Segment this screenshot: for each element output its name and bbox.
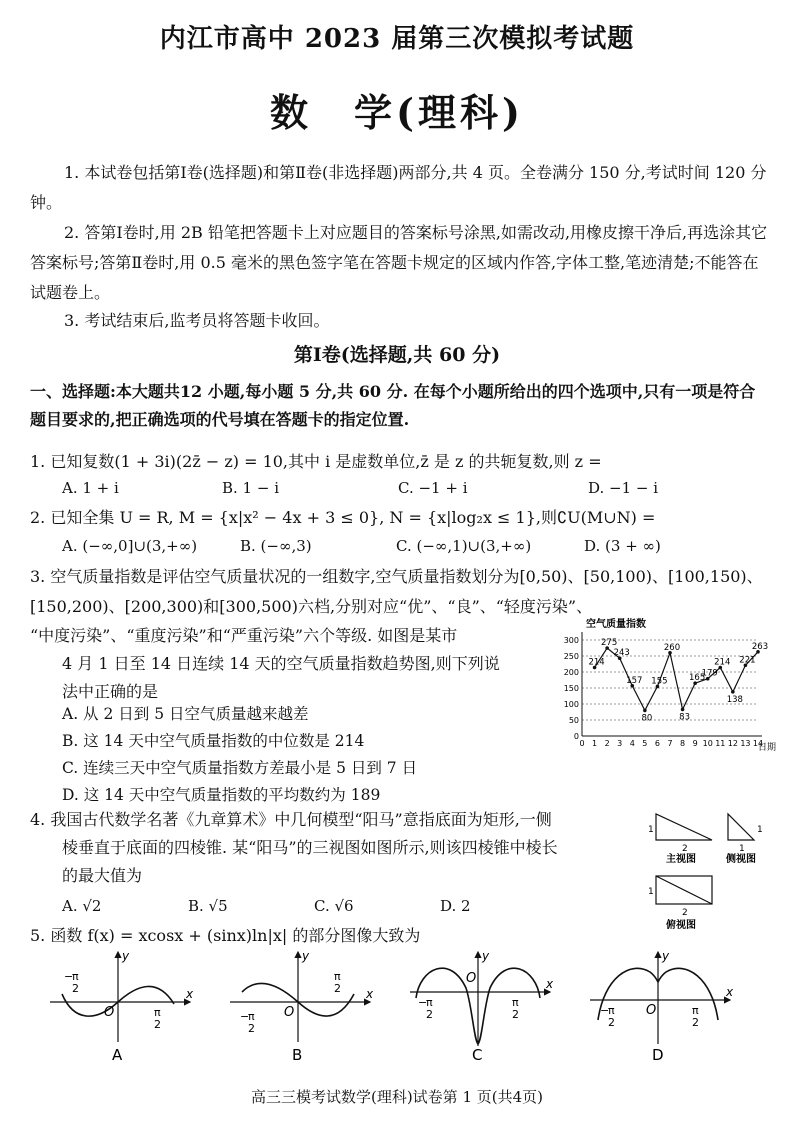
x-tick-label: 0 <box>579 739 585 748</box>
exam-title: 内江市高中 2023 届第三次模拟考试题 <box>159 24 635 54</box>
option-d: D. 2 <box>440 897 471 915</box>
pi-label: π <box>248 1010 255 1023</box>
x-tick-label: 4 <box>629 739 635 748</box>
y-axis-label: y <box>662 949 670 963</box>
x-tick-label: 12 <box>727 739 738 748</box>
data-label: 138 <box>726 694 743 705</box>
data-label: 275 <box>601 638 618 648</box>
y-tick-label: 200 <box>563 668 579 677</box>
option-c: C. (−∞,1)∪(3,+∞) <box>396 537 532 555</box>
option-b: B. 1 − i <box>222 479 280 497</box>
origin-label: O <box>466 971 477 986</box>
pi-label: π <box>72 970 79 983</box>
x-tick-label: 11 <box>715 739 726 748</box>
option-b: B. √5 <box>188 897 228 915</box>
y-axis-label: y <box>122 949 130 963</box>
section-title: 第Ⅰ卷(选择题,共 60 分) <box>293 344 501 366</box>
question-4-stem-line3: 的最大值为 <box>62 866 143 885</box>
graph-b-label: B <box>292 1046 303 1064</box>
front-view <box>656 814 712 840</box>
page-footer: 高三三模考试数学(理科)试卷第 1 页(共4页) <box>250 1088 544 1106</box>
y-tick-label: 100 <box>563 700 579 709</box>
pi-den: 2 <box>72 982 79 995</box>
x-tick-label: 2 <box>604 739 610 748</box>
graph-a-label: A <box>112 1046 123 1064</box>
front-height: 1 <box>648 825 654 835</box>
option-b: B. (−∞,3) <box>240 537 312 555</box>
y-tick-label: 250 <box>563 652 579 661</box>
question-3-stem-line3: “中度污染”、“重度污染”和“严重污染”六个等级. 如图是某市 <box>30 626 458 645</box>
neg-sign: − <box>418 996 428 1009</box>
neg-sign: − <box>240 1010 250 1023</box>
x-tick-label: 8 <box>680 739 686 748</box>
data-label: 260 <box>663 642 681 653</box>
pi-den: 2 <box>334 982 341 995</box>
y-axis-label: y <box>482 949 490 963</box>
data-label: 165 <box>689 673 706 684</box>
x-tick-label: 10 <box>702 739 713 748</box>
graph-d <box>590 949 734 1064</box>
option-c: C. −1 + i <box>398 479 468 497</box>
x-axis-label: x <box>546 977 554 991</box>
pi-den: 2 <box>154 1018 161 1031</box>
x-tick-label: 6 <box>654 739 660 748</box>
three-views-diagram <box>640 804 780 934</box>
x-tick-label: 13 <box>740 739 751 748</box>
option-a: A. √2 <box>62 897 102 915</box>
question-3-stem-line4: 4 月 1 日至 14 日连续 14 天的空气质量指数趋势图,则下列说 <box>62 654 500 673</box>
instruction-2: 2. 答第Ⅰ卷时,用 2B 铅笔把答题卡上对应题目的答案标号涂黑,如需改动,用橡皮擦干净后,再选涂其它答案标号;答第Ⅱ卷时,用 0.5 毫米的黑色签字笔在答题卡规定的区域内作答,字体工整,笔迹清楚;不能答在试题卷上。 <box>30 223 768 302</box>
section-intro: 一、选择题:本大题共12 小题,每小题 5 分,共 60 分. 在每个小题所给出的四个选项中,只有一项是符合题目要求的,把正确选项的代号填在答题卡的指定位置. <box>30 382 756 429</box>
question-4-stem-line1: 4. 我国古代数学名著《九章算术》中几何模型“阳马”意指底面为矩形,一侧 <box>30 810 552 829</box>
graph-c <box>410 949 554 1064</box>
data-label: 157 <box>626 675 643 686</box>
side-view-label: 侧视图 <box>726 854 756 865</box>
option-d: D. (3 + ∞) <box>584 537 661 555</box>
data-label: 221 <box>739 655 756 666</box>
pi-label: π <box>512 996 519 1009</box>
pi-den: 2 <box>692 1016 699 1029</box>
x-axis-label: 日期 <box>758 743 777 753</box>
pi-den: 2 <box>512 1008 519 1021</box>
graph-c-label: C <box>472 1046 483 1064</box>
x-tick-label: 3 <box>617 739 623 748</box>
pi-label: π <box>334 970 341 983</box>
pi-label: π <box>154 1006 161 1019</box>
x-tick-label: 9 <box>692 739 698 748</box>
origin-label: O <box>284 1005 295 1020</box>
x-tick-label: 14 <box>752 739 764 748</box>
side-height: 1 <box>757 825 763 835</box>
graph-b <box>230 949 374 1064</box>
data-point <box>731 690 735 694</box>
y-tick-label: 0 <box>573 732 579 741</box>
graph-d-label: D <box>652 1046 664 1064</box>
y-tick-label: 150 <box>563 684 579 693</box>
question-3-stem-line5: 法中正确的是 <box>62 682 159 701</box>
y-axis-label: y <box>302 949 310 963</box>
pi-den: 2 <box>608 1016 615 1029</box>
data-label: 83 <box>679 712 690 723</box>
data-label: 263 <box>751 641 769 652</box>
x-tick-label: 1 <box>592 739 598 748</box>
front-view-label: 主视图 <box>666 854 696 865</box>
instruction-3: 3. 考试结束后,监考员将答题卡收回。 <box>64 311 330 330</box>
pi-label: π <box>608 1004 615 1017</box>
origin-label: O <box>104 1005 115 1020</box>
data-label: 214 <box>588 657 605 668</box>
neg-sign: − <box>64 970 74 983</box>
pi-den: 2 <box>248 1022 255 1035</box>
top-width: 2 <box>682 908 688 918</box>
pi-label: π <box>426 996 433 1009</box>
question-4-stem-line2: 棱垂直于底面的四棱锥. 某“阳马”的三视图如图所示,则该四棱锥中棱长 <box>62 838 558 857</box>
exam-subject: 数 学(理科) <box>270 90 524 135</box>
pi-den: 2 <box>426 1008 433 1021</box>
option-d: D. −1 − i <box>588 479 659 497</box>
x-tick-label: 7 <box>667 739 673 748</box>
graph-a <box>50 949 194 1064</box>
data-label: 243 <box>613 648 630 659</box>
question-1-stem: 1. 已知复数(1 + 3i)(2z̄ − z) = 10,其中 i 是虚数单位,z̄ 是 z 的共轭复数,则 z = <box>30 452 602 471</box>
question-2-options <box>62 534 762 558</box>
question-3-option-d: D. 这 14 天中空气质量指数的平均数约为 189 <box>62 786 381 804</box>
option-a: A. (−∞,0]∪(3,+∞) <box>62 537 198 555</box>
option-c: C. √6 <box>314 897 354 915</box>
question-3-stem: 3. 空气质量指数是评估空气质量状况的一组数字,空气质量指数划分为[0,50)、[50,100)、[100,150)、[150,200)、[200,300)和[300,500)六档,分别对应“优”、“良”、“轻度污染”、 <box>30 567 763 616</box>
function-graphs <box>40 948 760 1066</box>
y-tick-label: 300 <box>563 636 579 645</box>
question-1-options <box>62 476 762 500</box>
data-label: 214 <box>714 657 731 668</box>
question-2-stem: 2. 已知全集 U = R, M = {x|x² − 4x + 3 ≤ 0}, N = {x|log₂x ≤ 1},则∁U(M∪N) = <box>30 508 656 527</box>
side-width: 1 <box>739 844 745 854</box>
question-3-option-a: A. 从 2 日到 5 日空气质量越来越差 <box>62 705 309 723</box>
chart-series <box>588 638 768 723</box>
option-a: A. 1 + i <box>62 479 119 497</box>
front-width: 2 <box>682 844 688 854</box>
origin-label: O <box>646 1003 657 1018</box>
chart-title: 空气质量指数 <box>586 619 646 630</box>
x-axis-label: x <box>366 987 374 1001</box>
question-3-option-b: B. 这 14 天中空气质量指数的中位数是 214 <box>62 732 365 750</box>
instruction-1: 1. 本试卷包括第Ⅰ卷(选择题)和第Ⅱ卷(非选择题)两部分,共 4 页。全卷满分 150 分,考试时间 120 分钟。 <box>30 163 767 212</box>
neg-sign: − <box>600 1004 610 1017</box>
side-view <box>728 814 754 840</box>
question-3-option-c: C. 连续三天中空气质量指数方差最小是 5 日到 7 日 <box>62 759 418 777</box>
x-axis-label: x <box>726 985 734 999</box>
y-tick-label: 50 <box>568 716 579 725</box>
question-5-stem: 5. 函数 f(x) = xcosx + (sinx)ln|x| 的部分图像大致为 <box>30 926 421 945</box>
x-axis-label: x <box>186 987 194 1001</box>
top-height: 1 <box>648 887 654 897</box>
data-point <box>643 709 647 713</box>
aqi-chart <box>548 614 780 754</box>
data-label: 80 <box>641 713 653 724</box>
data-label: 155 <box>651 676 668 687</box>
x-tick-label: 5 <box>642 739 648 748</box>
top-view-label: 俯视图 <box>666 920 696 931</box>
data-label: 179 <box>701 668 718 679</box>
pi-label: π <box>692 1004 699 1017</box>
data-point <box>681 708 685 712</box>
